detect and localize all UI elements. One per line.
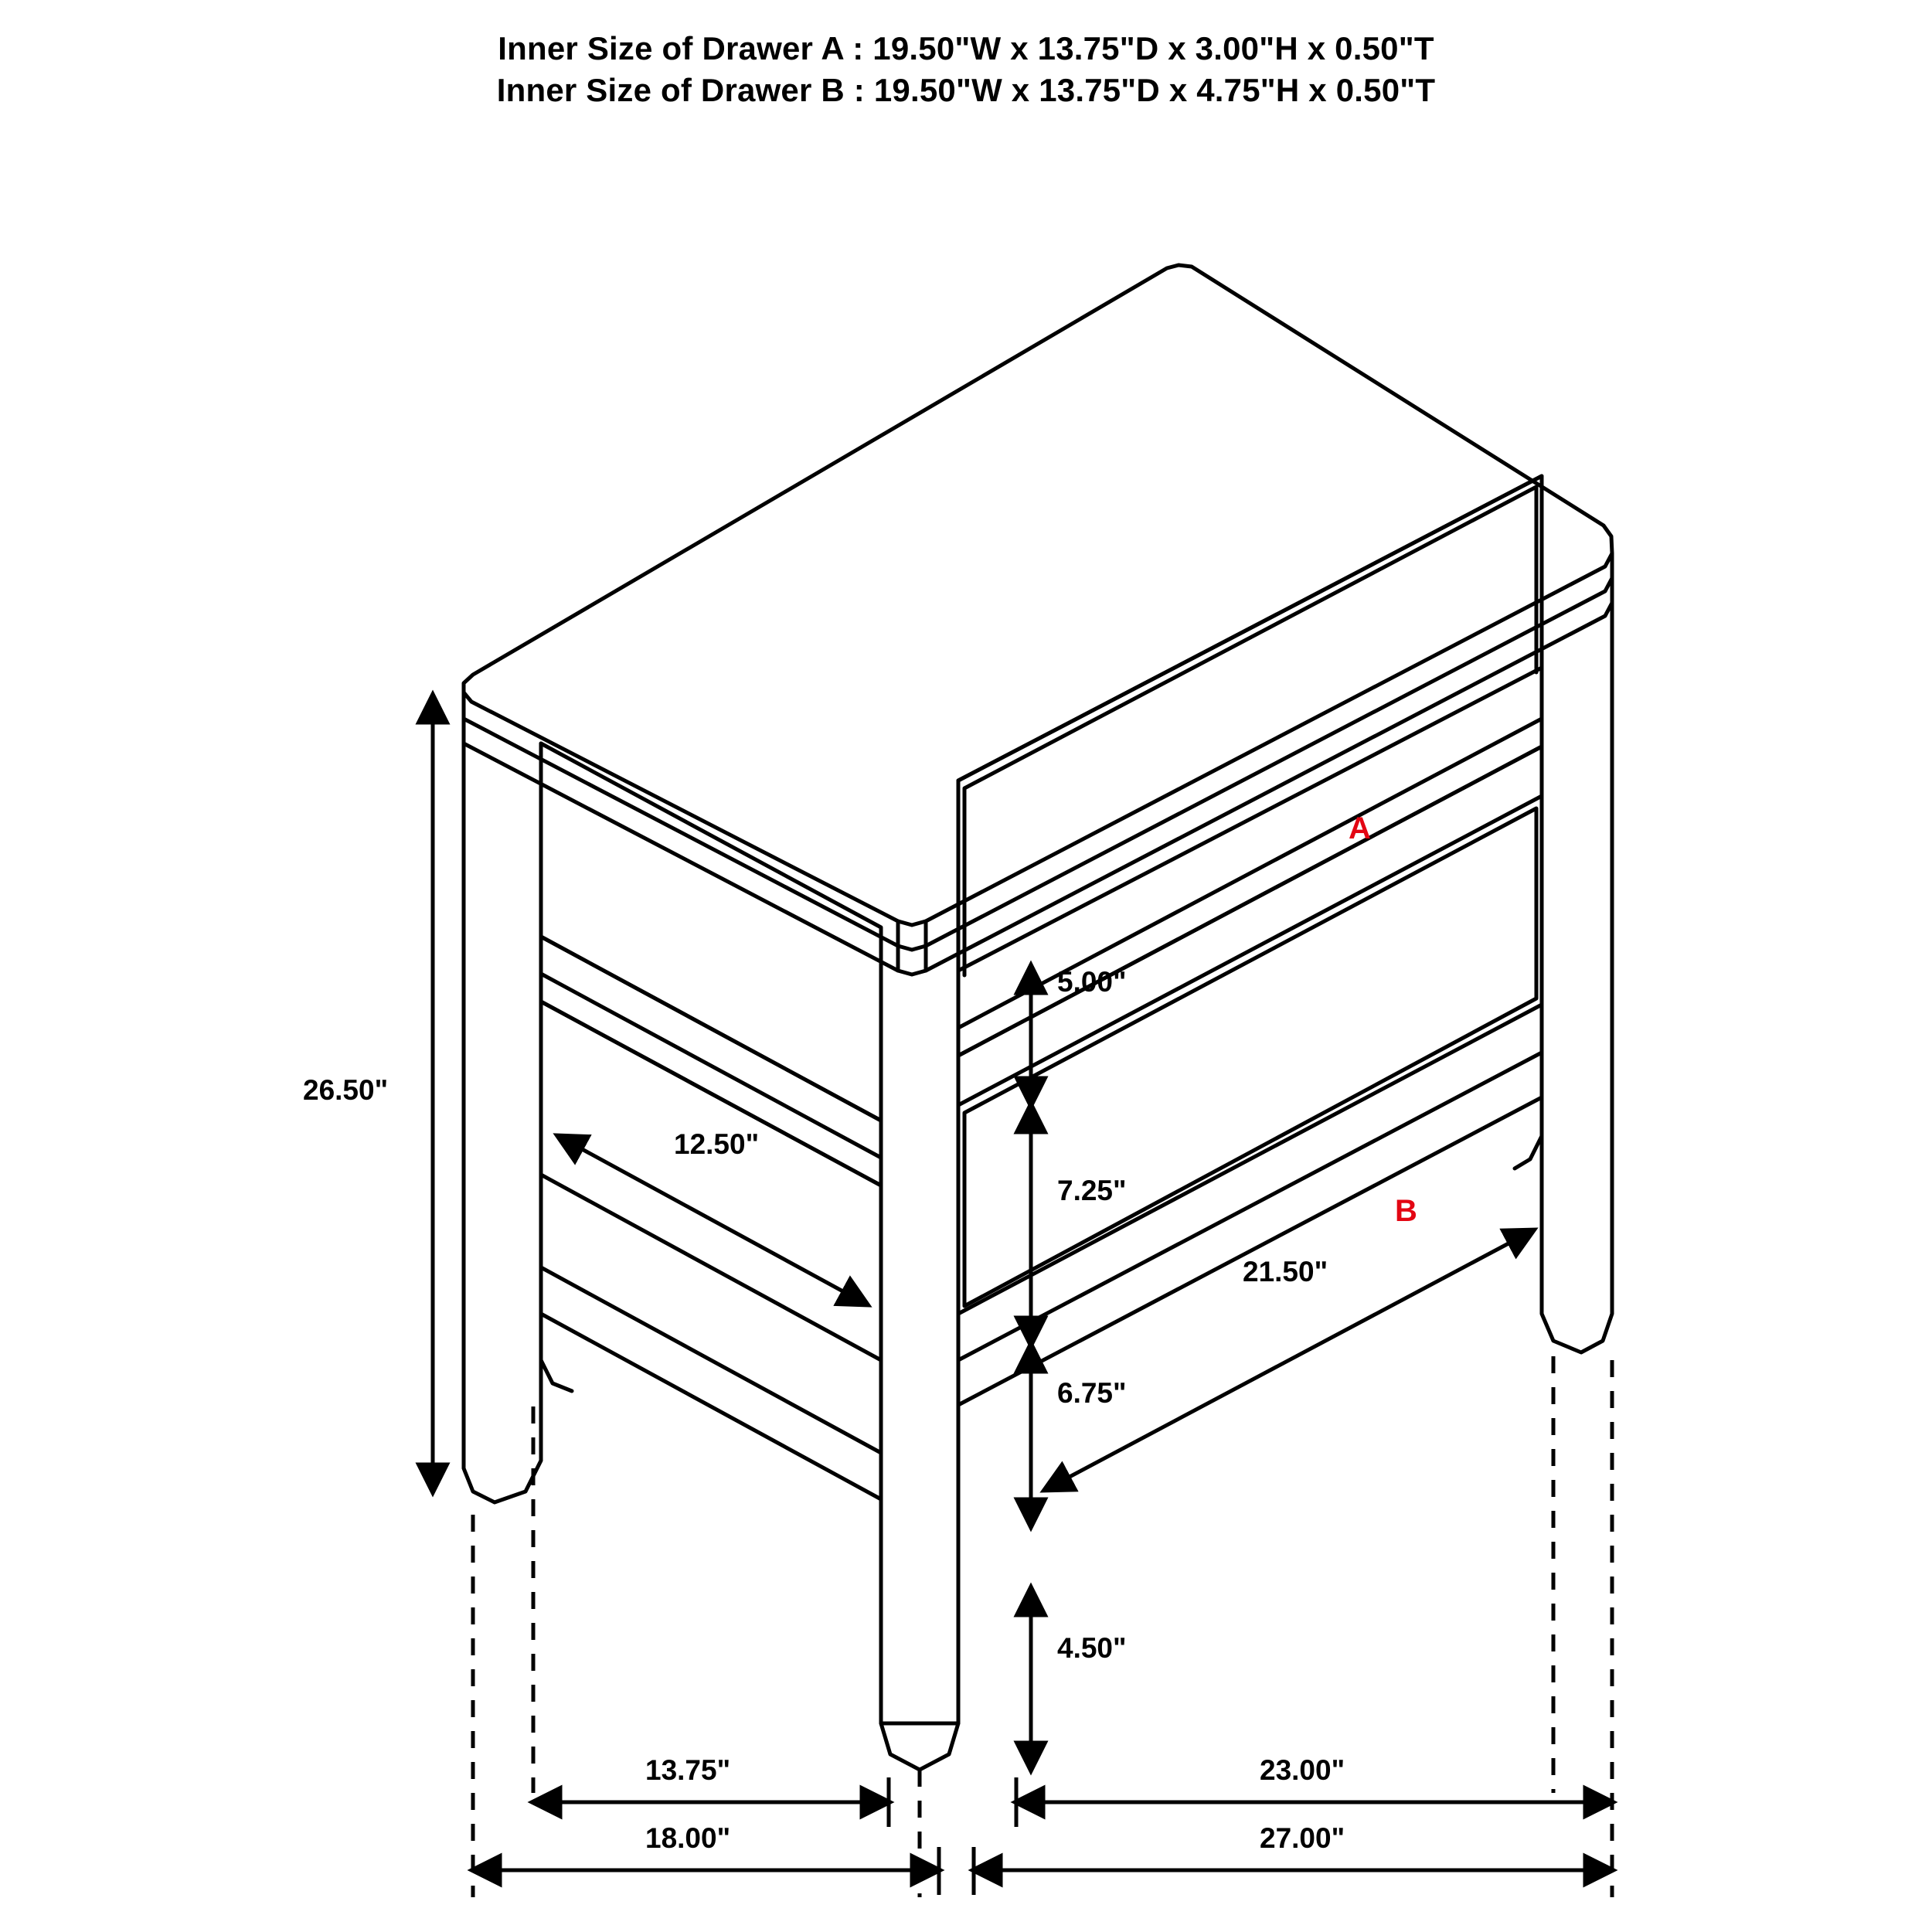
label-lower-opening: 6.75"	[1057, 1377, 1127, 1409]
label-opening-a: 5.00"	[1057, 966, 1127, 998]
drawer-b-spec-line: Inner Size of Drawer B : 19.50"W x 13.75"D x 4.75"H x 0.50"T	[496, 71, 1436, 108]
label-total-height: 26.50"	[303, 1074, 389, 1106]
label-width-inner: 23.00"	[1260, 1754, 1345, 1786]
lower-rail-right-face	[958, 1053, 1542, 1405]
witness-lines	[473, 1356, 1612, 1897]
label-depth-inner: 13.75"	[645, 1754, 731, 1786]
drawer-a-spec-line: Inner Size of Drawer A : 19.50"W x 13.75"D x 3.00"H x 0.50"T	[498, 30, 1434, 66]
middle-shelf-right-face	[958, 719, 1542, 1056]
label-depth-outer: 18.00"	[645, 1822, 731, 1854]
lower-rail-left-face	[541, 1267, 881, 1499]
tabletop-top-face	[464, 265, 1612, 925]
middle-shelf-line	[958, 747, 1542, 1056]
drawer-a-front-panel	[958, 476, 1542, 971]
left-rear-leg	[464, 743, 541, 1502]
table-body-outline	[464, 265, 1612, 1770]
label-shelf-side: 12.50"	[674, 1128, 760, 1160]
label-width-outer: 27.00"	[1260, 1822, 1345, 1854]
label-shelf-front: 21.50"	[1243, 1256, 1328, 1287]
front-leg	[881, 971, 958, 1770]
drawer-a-top-line	[958, 476, 1542, 781]
label-drawer-a: A	[1349, 811, 1371, 845]
label-drawer-b: B	[1395, 1194, 1417, 1228]
label-leg-height: 4.50"	[1057, 1632, 1127, 1664]
right-rear-leg	[1542, 603, 1612, 1352]
dimension-lines	[433, 696, 1612, 1897]
tabletop-edge-band-2	[464, 578, 1612, 975]
left-leg-bracket	[541, 1314, 572, 1391]
left-side-lower-panel	[541, 1002, 881, 1360]
dim-line-shelf-side	[558, 1136, 867, 1304]
label-opening-b: 7.25"	[1057, 1175, 1127, 1206]
